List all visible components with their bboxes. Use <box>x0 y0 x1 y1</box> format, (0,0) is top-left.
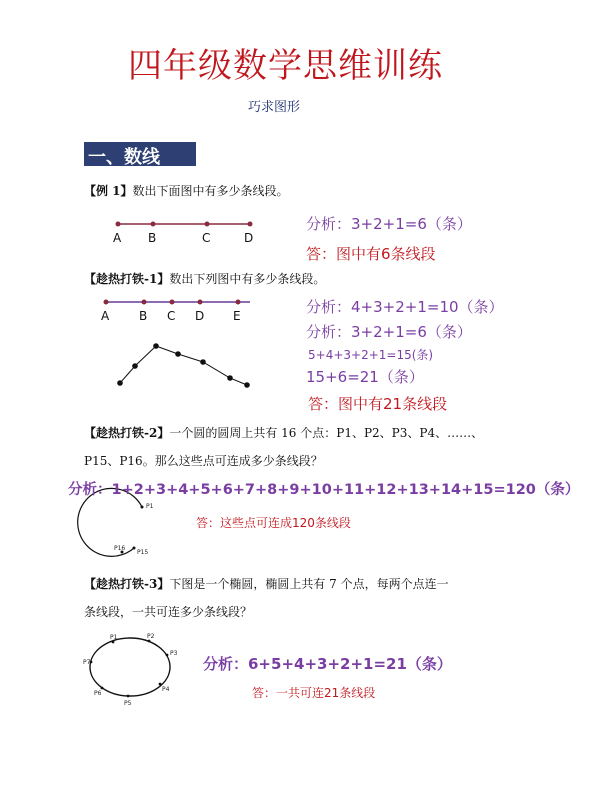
ellipse-label-p4: P4 <box>162 686 170 693</box>
practice3-tag: 【趁热打铁-3】 <box>84 577 170 591</box>
practice1-answer: 答：图中有21条线段 <box>308 395 448 413</box>
practice1-problem <box>84 270 325 287</box>
example1-label-d: D <box>244 231 254 245</box>
example1-tag: 【例 1】 <box>84 184 133 198</box>
practice2-problem-line1 <box>84 424 483 441</box>
practice2-tag: 【趁热打铁-2】 <box>84 426 170 440</box>
practice1-text: 数出下列图中有多少条线段。 <box>169 272 326 286</box>
practice1-label-c: C <box>167 309 176 323</box>
circle-point-p1 <box>141 506 144 509</box>
ellipse-label-p3: P3 <box>170 650 178 657</box>
zigzag-point <box>117 380 123 386</box>
ellipse-point <box>148 640 151 643</box>
zigzag-point <box>153 343 159 349</box>
practice3-answer: 答：一共可连21条线段 <box>252 686 376 700</box>
ellipse-point <box>127 695 130 698</box>
zigzag-point <box>132 363 138 369</box>
practice1-analysis-1: 分析：4+3+2+1=10（条） <box>306 298 504 316</box>
example1-text: 数出下面图中有多少条线段。 <box>132 184 289 198</box>
practice1-tag: 【趁热打铁-1】 <box>84 272 170 286</box>
zigzag-point <box>200 359 206 365</box>
practice3-analysis: 分析：6+5+4+3+2+1=21（条） <box>203 655 452 673</box>
zigzag-point <box>244 382 250 388</box>
example1-answer: 答：图中有6条线段 <box>306 245 436 263</box>
example1-label-b: B <box>148 231 157 245</box>
practice2-analysis: 分析：1+2+3+4+5+6+7+8+9+10+11+12+13+14+15=120（条） <box>68 482 580 498</box>
circle-point-p15 <box>133 547 136 550</box>
practice3-problem-line1 <box>84 575 449 592</box>
ellipse-point <box>159 683 162 686</box>
practice1-label-d: D <box>195 309 205 323</box>
ellipse-point <box>166 654 169 657</box>
practice1-label-a: A <box>101 309 110 323</box>
practice3-problem-line2: 条线段，一共可连多少条线段？ <box>84 605 253 619</box>
ellipse-label-p1: P1 <box>110 634 118 641</box>
ellipse-label-p7: P7 <box>83 659 91 666</box>
practice1-point-c <box>170 300 175 305</box>
example1-label-c: C <box>202 231 211 245</box>
example1-point-a <box>116 222 121 227</box>
circle-label-p1: P1 <box>146 503 154 510</box>
practice3-text-1: 下图是一个椭圆，椭圆上共有 7 个点，每两个点连一 <box>169 577 449 591</box>
ellipse-label-p6: P6 <box>94 690 102 697</box>
practice2-answer: 答：这些点可连成120条线段 <box>196 516 351 530</box>
practice1-label-e: E <box>233 309 241 323</box>
practice1-point-e <box>236 300 241 305</box>
practice2-problem-line2: P15、P16。那么这些点可连成多少条线段？ <box>84 454 323 468</box>
example1-analysis: 分析：3+2+1=6（条） <box>306 215 472 233</box>
practice1-point-a <box>104 300 109 305</box>
circle-label-p16: P16 <box>114 545 126 552</box>
practice1-point-b <box>142 300 147 305</box>
ellipse-label-p2: P2 <box>147 633 155 640</box>
practice1-label-b: B <box>139 309 148 323</box>
example1-label-a: A <box>113 231 122 245</box>
ellipse-label-p5: P5 <box>124 700 132 707</box>
example1-point-c <box>205 222 210 227</box>
example1-point-d <box>248 222 253 227</box>
ellipse-point <box>101 687 104 690</box>
practice1-analysis-3: 5+4+3+2+1=15(条) <box>308 348 434 362</box>
zigzag-point <box>175 351 181 357</box>
page-subtitle: 巧求图形 <box>248 100 301 115</box>
ellipse-point <box>112 641 115 644</box>
practice1-analysis-2: 分析：3+2+1=6（条） <box>306 323 472 341</box>
page-title: 四年级数学思维训练 <box>128 46 443 86</box>
circle-label-p15: P15 <box>137 549 149 556</box>
practice1-analysis-4: 15+6=21（条） <box>306 368 424 386</box>
practice1-point-d <box>198 300 203 305</box>
example1-point-b <box>151 222 156 227</box>
section-title: 一、数线 <box>88 147 160 168</box>
practice2-text-1: 一个圆的圆周上共有 16 个点：P1、P2、P3、P4、……、 <box>169 426 484 440</box>
zigzag-point <box>227 375 233 381</box>
